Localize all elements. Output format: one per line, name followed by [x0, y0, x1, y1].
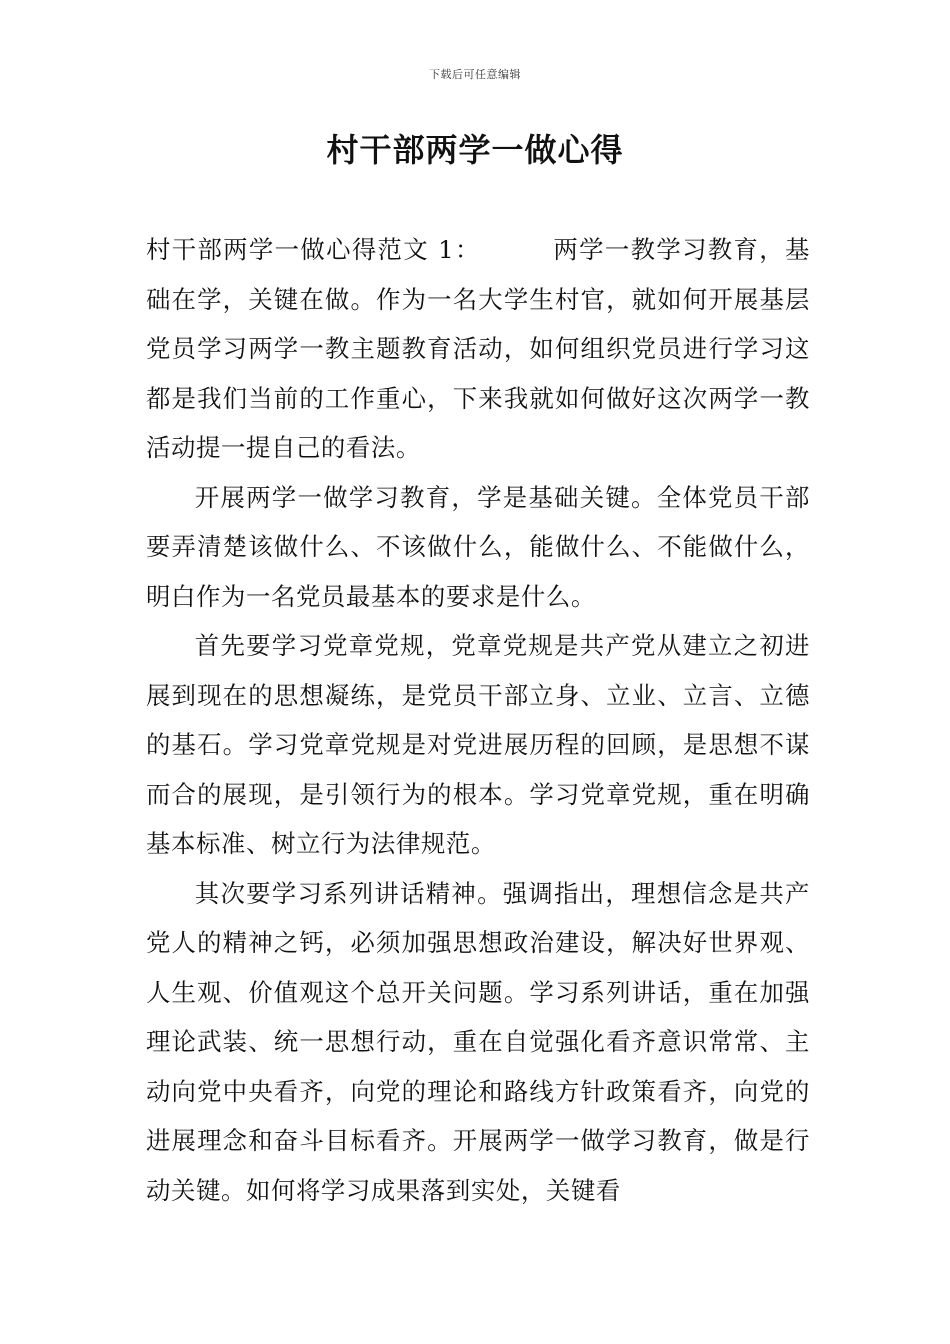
body-paragraph-1: 开展两学一做学习教育，学是基础关键。全体党员干部要弄清楚该做什么、不该做什么，能做什么、不能做什么，明白作为一名党员最基本的要求是什么。: [146, 482, 810, 611]
body-paragraph-2: 首先要学习党章党规，党章党规是共产党从建立之初进展到现在的思想凝练，是党员干部立身、立业、立言、立德的基石。学习党章党规是对党进展历程的回顾，是思想不谋而合的展现，是引领行为的根本。学习党章党规，重在明确基本标准、树立行为法律规范。: [146, 631, 810, 858]
body-paragraph-3: 其次要学习系列讲话精神。强调指出，理想信念是共产党人的精神之钙，必须加强思想政治建设，解决好世界观、人生观、价值观这个总开关问题。学习系列讲话，重在加强理论武装、统一思想行动，重在自觉强化看齐意识常常、主动向党中央看齐，向党的理论和路线方针政策看齐，向党的进展理念和奋斗目标看齐。开展两学一做学习教育，做是行动关键。如何将学习成果落到实处，关键看: [146, 878, 810, 1205]
intro-text: 两学一教学习教育，基础在学，关键在做。作为一名大学生村官，就如何开展基层党员学习两学一教主题教育活动，如何组织党员进行学习这都是我们当前的工作重心，下来我就如何做好这次两学一教活动提一提自己的看法。: [146, 235, 810, 462]
document-body: [146, 225, 810, 1215]
document-title: 村干部两学一做心得: [326, 131, 624, 169]
page-header-note: 下载后可任意编辑: [429, 68, 521, 81]
intro-label: 村干部两学一做心得范文 1：: [146, 235, 481, 264]
intro-paragraph: [146, 225, 810, 473]
